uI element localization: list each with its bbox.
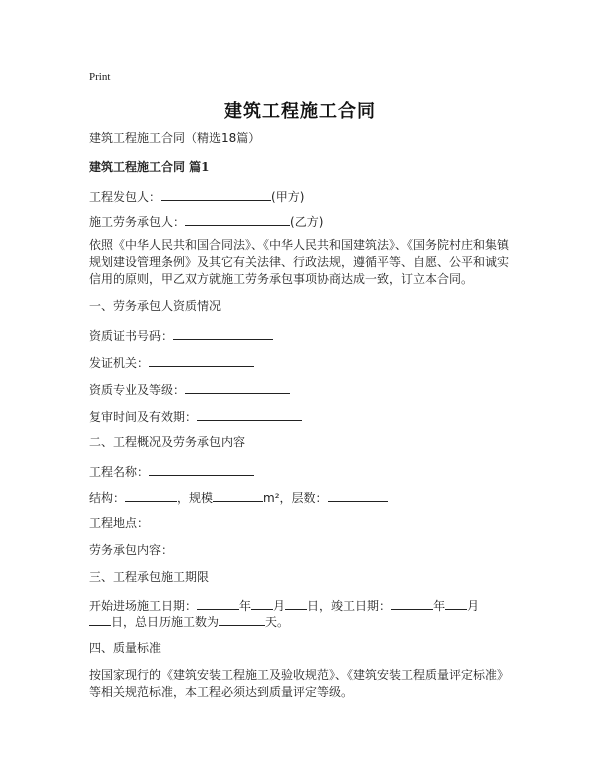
heading-quality: 四、质量标准 — [89, 641, 162, 655]
party-a-line — [89, 187, 519, 206]
end-year-blank — [391, 596, 433, 610]
intro-paragraph: 依照《中华人民共和国合同法》、《中华人民共和国建筑法》、《国务院村庄和集镇规划建设管理条例》及其它有关法律、行政法规，遵循平等、自愿、公平和诚实信用的原则，甲乙双方就施工劳务承包事项协商达成一致，订立本合同。 — [89, 238, 510, 286]
project-name-line — [89, 462, 519, 481]
cert-number-label: 资质证书号码： — [89, 329, 174, 343]
party-b-blank — [185, 212, 290, 226]
start-month-unit: 月 — [273, 599, 286, 613]
project-name-blank — [149, 462, 254, 476]
section-heading: 建筑工程施工合同 篇1 — [89, 160, 210, 174]
end-day-blank — [89, 612, 111, 626]
party-a-label: 工程发包人： — [89, 190, 162, 204]
review-date-label: 复审时间及有效期： — [89, 410, 198, 424]
review-date-line — [89, 407, 519, 426]
location-line — [89, 515, 519, 532]
party-a-suffix: (甲方) — [271, 190, 305, 204]
issuer-line — [89, 353, 519, 372]
days-unit: 天。 — [265, 615, 290, 629]
total-days-line — [89, 612, 519, 631]
content-label: 劳务承包内容： — [89, 543, 174, 557]
specialty-label: 资质专业及等级： — [89, 383, 186, 397]
start-day-blank — [285, 596, 307, 610]
floors-blank — [328, 488, 388, 502]
heading-qualification: 一、劳务承包人资质情况 — [89, 299, 222, 313]
review-date-blank — [197, 407, 302, 421]
specialty-blank — [185, 380, 290, 394]
start-year-blank — [197, 596, 239, 610]
structure-label: 结构： — [89, 491, 126, 505]
cert-number-line — [89, 326, 519, 345]
party-b-suffix: (乙方) — [290, 215, 324, 229]
scale-label: ，规模 — [177, 491, 214, 505]
page-title: 建筑工程施工合同 — [224, 101, 376, 122]
structure-line — [89, 488, 519, 507]
party-b-label: 施工劳务承包人： — [89, 215, 186, 229]
location-label: 工程地点： — [89, 516, 150, 530]
total-days-blank — [219, 612, 265, 626]
party-b-line — [89, 212, 519, 231]
quality-paragraph: 按国家现行的《建筑安装工程施工及验收规范》、《建筑安装工程质量评定标准》等相关规范标准，本工程必须达到质量评定等级。 — [89, 668, 510, 699]
structure-blank — [125, 488, 177, 502]
completion-date-label: 日，竣工日期： — [307, 599, 392, 613]
heading-project-overview: 二、工程概况及劳务承包内容 — [89, 435, 246, 449]
project-name-label: 工程名称： — [89, 465, 150, 479]
party-a-blank — [161, 187, 271, 201]
start-month-blank — [251, 596, 273, 610]
start-year-unit: 年 — [239, 599, 252, 613]
issuer-label: 发证机关： — [89, 356, 150, 370]
print-link[interactable]: Print — [89, 71, 111, 83]
end-month-blank — [445, 596, 467, 610]
cert-number-blank — [173, 326, 273, 340]
start-date-label: 开始进场施工日期： — [89, 599, 198, 613]
doc-subtitle: 建筑工程施工合同（精选18篇） — [89, 131, 261, 145]
scale-unit: m²，层数： — [263, 491, 328, 505]
specialty-line — [89, 380, 519, 399]
total-days-label: 日，总日历施工数为 — [111, 615, 220, 629]
issuer-blank — [149, 353, 254, 367]
scale-blank — [213, 488, 263, 502]
end-year-unit: 年 — [433, 599, 446, 613]
heading-period: 三、工程承包施工期限 — [89, 570, 210, 584]
content-line — [89, 542, 519, 559]
end-month-unit: 月 — [467, 599, 480, 613]
